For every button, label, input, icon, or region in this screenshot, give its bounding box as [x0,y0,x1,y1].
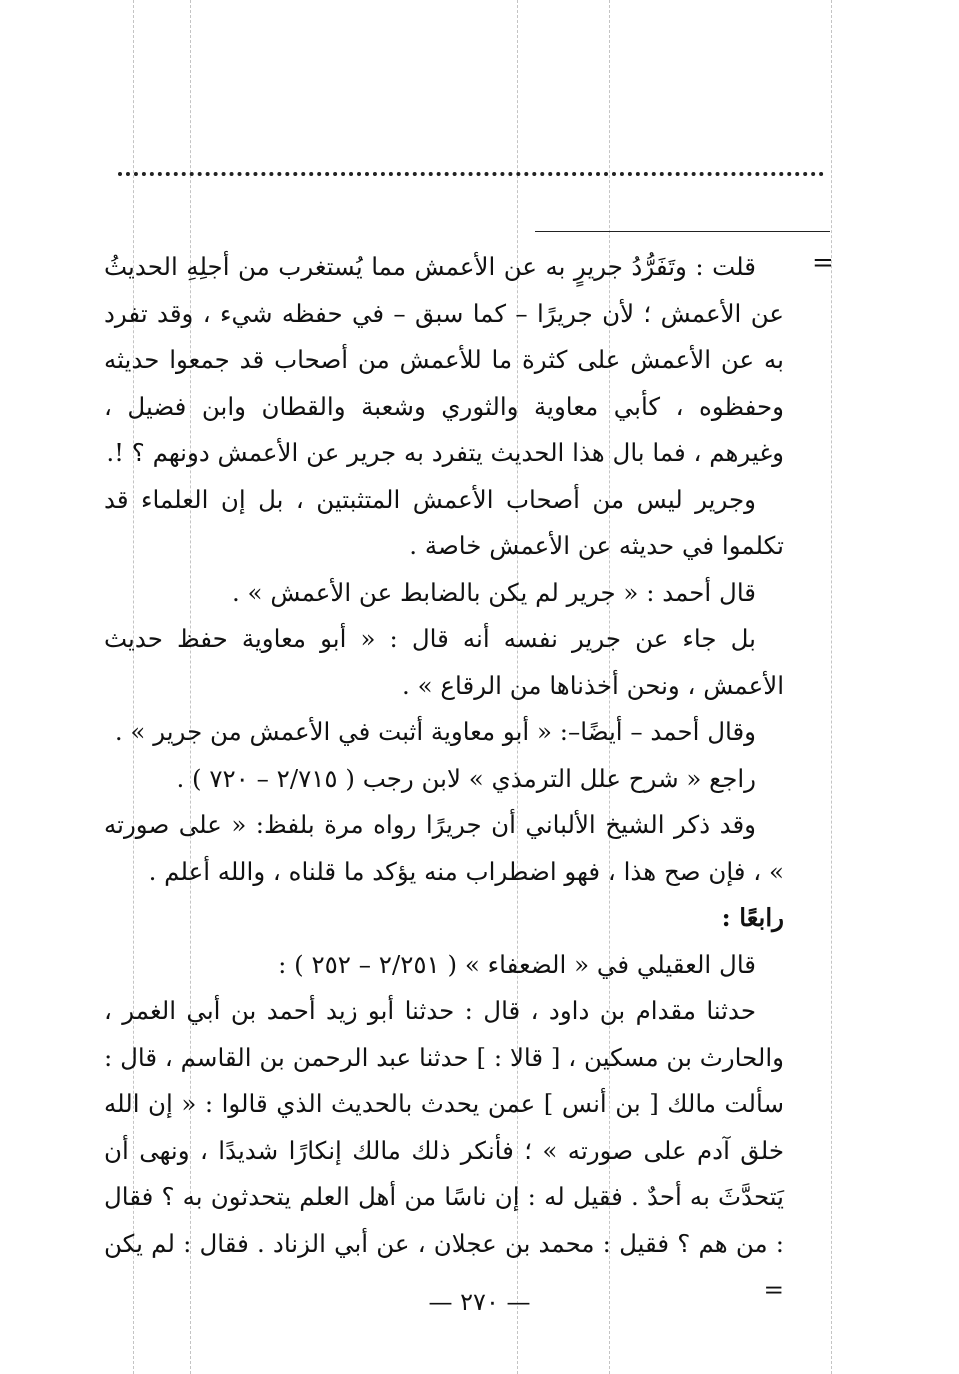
footnote-body [104,244,784,1314]
paragraph: قلت : وتَفَرُّدُ جريرٍ به عن الأعمش مما يُستغرب من أجلِهِ الحديثُ عن الأعمش ؛ لأن جريرًا – كما سبق – في حفظه شيء ، وقد تفرد به عن الأعمش على كثرة ما للأعمش من أصحاب قد جمعوا حديثه وحفظوه ، كأبي معاوية والثوري وشعبة والقطان وابن فضيل ، وغيرهم ، فما بال هذا الحديث يتفرد به جرير عن الأعمش دونهم ؟ !. [104,252,784,467]
paragraph: وقد ذكر الشيخ الألباني أن جريرًا رواه مرة بلفظ: « على صورته » ، فإن صح هذا ، فهو اضطراب منه يؤكد ما قلناه ، والله أعلم . [104,810,784,886]
footnote-rule [535,231,830,232]
paragraph: حدثنا مقدام بن داود ، قال : حدثنا أبو زيد أحمد بن أبي الغمر ، والحارث بن مسكين ، [ قالا : ] حدثنا عبد الرحمن بن القاسم ، قال : سألت مالك [ بن أنس ] عمن يحدث بالحديث الذي قالوا : « إن الله خلق آدم على صورته » ؛ فأنكر ذلك مالك إنكارًا شديدًا ، ونهى أن يَتحدَّثَ به أحدٌ . فقيل له : إن ناسًا من أهل العلم يتحدثون به ؟ فقال : من هم ؟ فقيل : محمد بن عجلان ، عن أبي الزناد . فقال : لم يكن = [104,996,784,1304]
page-number: — ٢٧٠ — [428,1288,531,1316]
section-heading: رابعًا : [721,903,784,932]
paragraph: قال أحمد : « جرير لم يكن بالضابط عن الأعمش » . [231,577,756,607]
paragraph: بل جاء عن جرير نفسه أنه قال : « أبو معاوية حفظ حديث الأعمش ، ونحن أخذناها من الرقاع » . [104,624,784,700]
paragraph: وقال أحمد – أيضًا–: « أبو معاوية أثبت في الأعمش من جرير » . [114,717,756,746]
paragraph: وجرير ليس من أصحاب الأعمش المتثبتين ، بل إن العلماء قد تكلموا في حديثه عن الأعمش خاصة . [104,484,784,560]
scan-guide-line [831,0,832,1374]
continuation-mark: = [812,248,834,278]
dotted-separator [118,172,824,176]
paragraph: راجع « شرح علل الترمذي » لابن رجب ( ٢/٧١٥ – ٧٢٠ ) . [176,763,756,793]
paragraph: قال العقيلي في « الضعفاء » ( ٢/٢٥١ – ٢٥٢ ) : [278,949,756,979]
